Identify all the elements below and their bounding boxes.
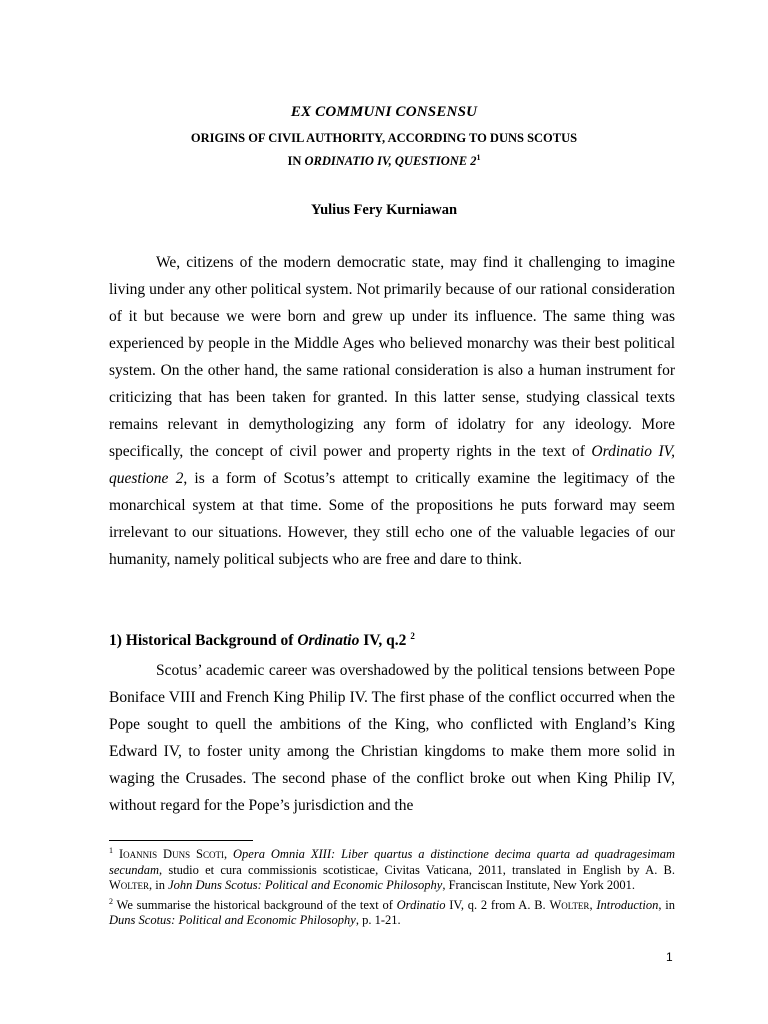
footnote-text: IV, q. 2 from A. B.: [445, 897, 550, 912]
footnote-ref-1[interactable]: 1: [476, 153, 481, 162]
intro-text-part1: We, citizens of the modern democratic state, may find it challenging to imagine living under any other political system. Not primarily because of our rational consideration of it but because we were born and grew up under its influence. The same thing was experienced by people in the Middle Ages who believed monarchy was their best political system. On the other hand, the same rational consideration is also a human instrument for criticizing that has been taken for granted. In this latter sense, studying classical texts remains relevant in demythologizing any form of idolatry for any ideology. More specifically, the concept of civil power and property rights in the text of: [109, 254, 675, 460]
heading-suffix: IV, q.2: [359, 632, 411, 650]
footnote-1: [109, 843, 675, 894]
footnote-text: , studio et cura commissionis scotisticae, Civitas Vaticana, 2011, translated in English by A. B.: [159, 862, 675, 877]
footnotes: [109, 843, 675, 929]
document-subtitle-line2: [0, 153, 768, 169]
footnote-number: 2: [109, 896, 113, 906]
footnote-translator: Wolter: [109, 878, 149, 893]
subtitle-prefix: IN: [287, 154, 305, 169]
footnote-text: ,: [223, 847, 234, 862]
subtitle-work-title: ORDINATIO IV, QUESTIONE 2: [304, 154, 477, 169]
footnote-text: ,: [589, 897, 593, 912]
document-title: EX COMMUNI CONSENSU: [290, 104, 478, 120]
footnote-2: [109, 894, 675, 929]
document-subtitle: ORIGINS OF CIVIL AUTHORITY, ACCORDING TO DUNS SCOTUS: [190, 131, 578, 145]
footnote-translation-title: John Duns Scotus: Political and Economic Philosophy: [168, 878, 443, 893]
footnote-work-title: Opera Omnia XIII: Liber quartus a distinctione decima quarta ad quadragesimam secundam: [109, 847, 676, 877]
footnote-number: 1: [109, 846, 113, 855]
footnote-text: , p. 1-21.: [355, 913, 401, 928]
intro-text-part2: , is a form of Scotus’s attempt to critically examine the legitimacy of the monarchical system at that time. Some of the propositions he puts forward may seem irrelevant to our situations. However, they still echo one of the valuable legacies of our humanity, namely political subjects who are free and dare to think.: [109, 470, 675, 568]
footnote-text: , in: [658, 897, 675, 912]
heading-work-title: Ordinatio: [297, 632, 360, 650]
footnote-author: Ioannis Duns Scoti: [118, 847, 224, 862]
section-paragraph: Scotus’ academic career was overshadowed by the political tensions between Pope Boniface VIII and French King Philip IV. The first phase of the conflict occurred when the Pope sought to quell the ambitions of the King, who conflicted with England’s King Edward IV, to foster unity among the Christian kingdoms to make them more solid in waging the Crusades. The second phase of the conflict broke out when King Philip IV, without regard for the Pope’s jurisdiction and the: [109, 662, 675, 814]
page-number: 1: [666, 950, 673, 964]
footnote-text: We summarise the historical background of the text of: [113, 897, 397, 912]
footnote-intro-title: Introduction: [596, 897, 659, 912]
section-heading: [109, 631, 415, 650]
footnote-work-title: Ordinatio: [396, 897, 446, 912]
footnote-author: Wolter: [549, 897, 590, 912]
intro-work-title: Ordinatio IV, questione 2: [109, 443, 675, 487]
footnote-book-title: Duns Scotus: Political and Economic Philosophy: [109, 913, 356, 928]
footnote-text: , Franciscan Institute, New York 2001.: [442, 878, 636, 893]
footnote-ref-2[interactable]: 2: [410, 631, 415, 641]
footnote-separator: [109, 840, 253, 841]
heading-prefix: 1) Historical Background of: [109, 632, 298, 650]
author-name: Yulius Fery Kurniawan: [310, 202, 458, 218]
intro-paragraph: [109, 249, 675, 573]
footnote-text: , in: [148, 878, 169, 893]
